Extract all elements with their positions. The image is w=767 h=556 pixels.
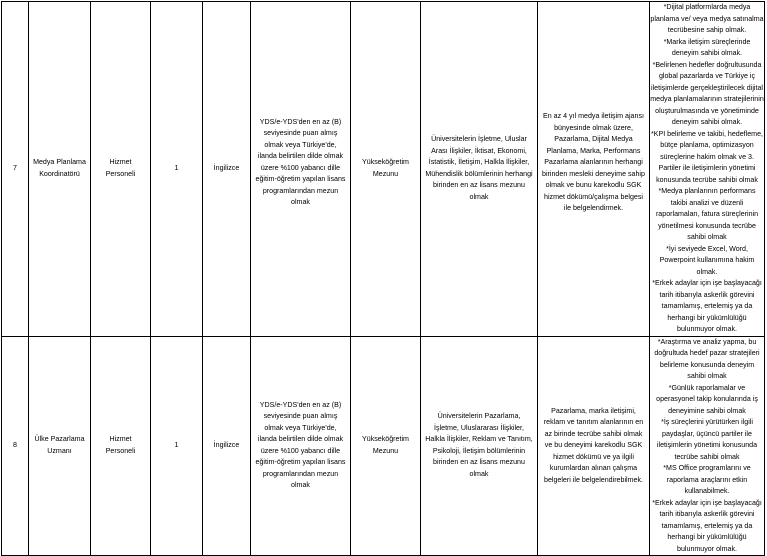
- qualification-item: *Marka iletişim süreçlerinde deneyim sahibi olmak.: [663, 37, 751, 57]
- experience: Pazarlama, marka iletişimi, reklam ve tanıtım alanlarının en az birinde tecrübe sahibi olmak ve bu deneyimi karekodlu SGK hizmet dökümü ve ya ilgili kurumlardan alınan çalışma belgeleri ile belgelendirebilmek.: [538, 336, 650, 556]
- language-requirement: YDS/e-YDS'den en az (B) seviyesinde puan almış olmak veya Türkiye'de, ilanda belirtilen dilde olmak üzere %100 yabancı dille eğitim-öğretim yapılan lisans programlarından mezun olmak: [251, 336, 351, 556]
- qualification-item: *Erkek adaylar için işe başlayacağı tarih itibarıyla askerlik görevini tamamlamış, ertelemiş ya da herhangi bir yükümlülüğü bulunmuyor olmak.: [652, 279, 762, 333]
- qualifications: [650, 336, 765, 556]
- qualification-item: *Günlük raporlamalar ve operasyonel takip konularında iş deneyimine sahibi olmak: [656, 383, 758, 415]
- qualification-item: *İş süreçlerini yürütürken ilgili paydaşlar, üçüncü partiler ile iletişimlerin yönetimi konusunda tecrübe sahibi olmak: [656, 418, 758, 461]
- language: İngilizce: [203, 336, 251, 556]
- language-requirement: YDS/e-YDS'den en az (B) seviyesinde puan almış olmak veya Türkiye'de, ilanda belirtilen dilde olmak üzere %100 yabancı dille eğitim-öğretim yapılan lisans programlarından mezun olmak: [251, 2, 351, 337]
- position-title: Ülke Pazarlama Uzmanı: [29, 336, 91, 556]
- table-row: [2, 2, 765, 337]
- staff-type: Hizmet Personeli: [91, 2, 151, 337]
- qualifications: [650, 2, 765, 337]
- qualification-item: *KPI belirleme ve takibi, hedefleme, bütçe planlama, optimizasyon süreçlerine hakim olmak ve 3. Partiler ile iletişimlerin yönetimi konusunda tecrübe sahibi olmak: [651, 129, 763, 184]
- qualification-item: *Belirlenen hedefler doğrultusunda global pazarlarda ve Türkiye iç iletişimlerde gerçekleştirilecek dijital medya planlamalarının stratejilerinin oluşturulmasında ve yönetiminde deneyim sahibi olmak.: [650, 60, 764, 126]
- qualification-item: *Dijital platformlarda medya planlama ve/ veya medya satınalma tecrübesine sahip olmak.: [650, 3, 764, 34]
- education-level: Yükseköğretim Mezunu: [351, 336, 421, 556]
- education-level: Yükseköğretim Mezunu: [351, 2, 421, 337]
- row-number: 8: [2, 336, 29, 556]
- experience: En az 4 yıl medya iletişim ajansı bünyesinde olmak üzere, Pazarlama, Dijital Medya Planlama, Marka, Performans Pazarlama alanlarının herhangi birinden mesleki deneyime sahip olmak ve bunu karekodlu SGK hizmet dökümü/çalışma belgesi ile belgelendirmek.: [538, 2, 650, 337]
- staff-type: Hizmet Personeli: [91, 336, 151, 556]
- departments: Üniversitelerin Pazarlama, İşletme, Uluslararası İlişkiler, Halkla İlişkiler, Reklam ve Tanıtım, Psikoloji, İletişim bölümlerinin birinden en az lisans mezunu olmak: [421, 336, 538, 556]
- table-row: [2, 336, 765, 556]
- qualification-item: *MS Office programlarını ve raporlama araçlarını etkin kullanabilmek.: [663, 464, 751, 495]
- position-title: Medya Planlama Koordinatörü: [29, 2, 91, 337]
- job-postings-table: [1, 1, 765, 556]
- position-count: 1: [151, 336, 203, 556]
- position-count: 1: [151, 2, 203, 337]
- qualification-item: *İyi seviyede Excel, Word, Powerpoint kullanımına hakim olmak.: [659, 244, 755, 276]
- language: İngilizce: [203, 2, 251, 337]
- qualification-item: *Medya planlarının performans takibi analizi ve düzenli raporlamaları, fatura süreçlerinin yönetilmesi konusunda tecrübe sahibi olmak: [655, 187, 759, 241]
- row-number: 7: [2, 2, 29, 337]
- departments: Üniversitelerin İşletme, Uluslar Arası İlişkiler, İktisat, Ekonomi, İstatistik, İletişim, Halkla İlişkiler, Mühendislik bölümlerinin herhangi birinden en az lisans mezunu olmak: [421, 2, 538, 337]
- qualification-item: *Araştırma ve analiz yapma, bu doğrultuda hedef pazar stratejileri belirleme konusunda deneyim sahibi olmak: [654, 337, 760, 380]
- qualification-item: *Erkek adaylar için işe başlayacağı tarih itibarıyla askerlik görevini tamamlamış, ertelemiş ya da herhangi bir yükümlülüğü bulunmuyor olmak.: [652, 498, 762, 553]
